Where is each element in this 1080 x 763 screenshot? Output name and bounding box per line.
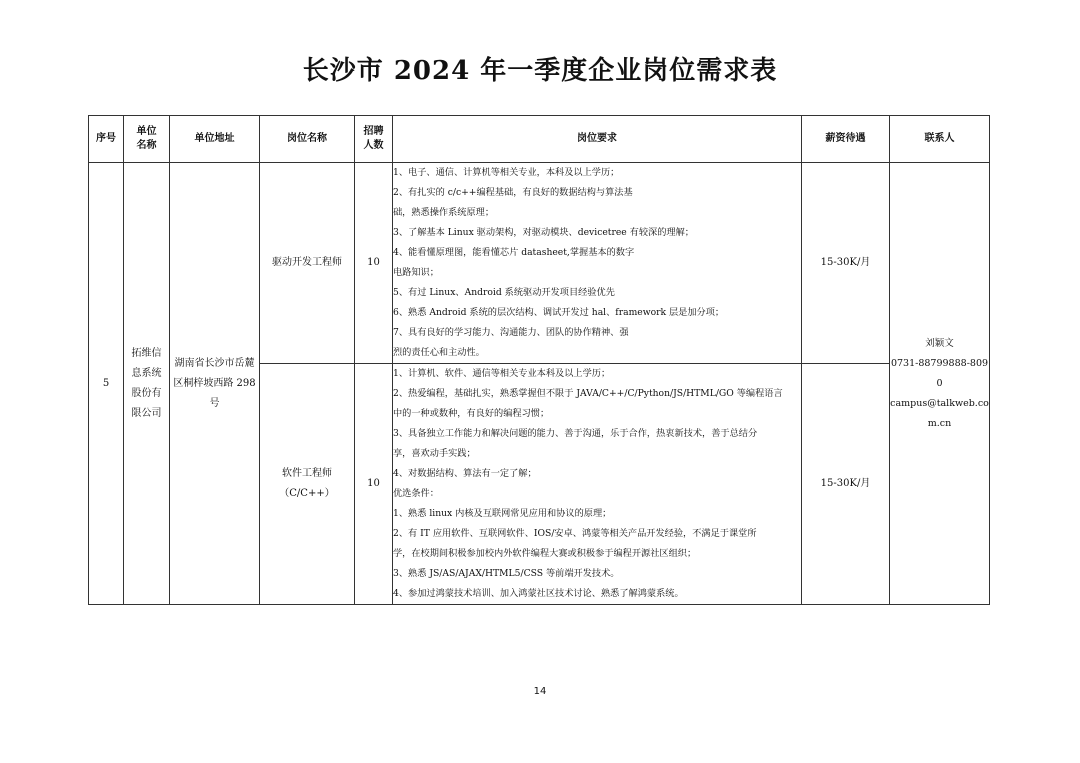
requirement-line: 烈的责任心和主动性。 [393,347,485,358]
requirement-line: 享，喜欢动手实践； [393,448,476,459]
requirement-line: 3、熟悉 JS/AS/AJAX/HTML5/CSS 等前端开发技术。 [393,568,620,579]
requirement-line: 2、有 IT 应用软件、互联网软件、IOS/安卓、鸿蒙等相关产品开发经验，不满足于课堂所 [393,528,757,539]
header-requirements: 岗位要求 [393,116,802,163]
requirement-line: 7、具有良好的学习能力、沟通能力、团队的协作精神、强 [393,327,629,338]
requirement-line: 1、计算机、软件、通信等相关专业本科及以上学历； [393,368,611,379]
cell-seq: 5 [89,163,124,605]
cell-position-name: 驱动开发工程师 [260,163,355,364]
header-contact: 联系人 [890,116,990,163]
job-demand-table [88,115,990,605]
header-seq: 序号 [89,116,124,163]
requirement-line: 中的一种或数种，有良好的编程习惯； [393,408,550,419]
requirement-line: 6、熟悉 Android 系统的层次结构、调试开发过 hal、framework 层是加分项； [393,307,725,318]
cell-salary: 15-30K/月 [802,364,890,605]
header-count: 招聘 人数 [355,116,393,163]
header-salary: 薪资待遇 [802,116,890,163]
requirement-line: 4、对数据结构、算法有一定了解； [393,468,537,479]
requirement-line: 4、能看懂原理图，能看懂芯片 datasheet,掌握基本的数字 [393,247,635,258]
cell-count: 10 [355,163,393,364]
requirement-line: 4、参加过鸿蒙技术培训、加入鸿蒙社区技术讨论、熟悉了解鸿蒙系统。 [393,588,684,599]
requirement-line: 5、有过 Linux、Android 系统驱动开发项目经验优先 [393,287,615,298]
requirement-line: 2、热爱编程，基础扎实，熟悉掌握但不限于 JAVA/C++/C/Python/JS/HTML/GO 等编程语言 [393,388,783,399]
cell-requirements [393,163,802,364]
requirement-line: 学，在校期间积极参加校内外软件编程大赛或积极参于编程开源社区组织； [393,548,697,559]
cell-address: 湖南省长沙市岳麓 区桐梓坡西路 298 号 [170,163,260,605]
cell-company: 拓维信 息系统 股份有 限公司 [124,163,170,605]
table-header-row [89,116,990,163]
cell-requirements [393,364,802,605]
requirement-line: 础，熟悉操作系统原理； [393,207,495,218]
cell-contact: 刘颖文 0731-88799888-809 0 campus@talkweb.co m.cn [890,163,990,605]
requirement-line: 优选条件： [393,488,439,499]
requirement-line: 2、有扎实的 c/c++编程基础，有良好的数据结构与算法基 [393,187,633,198]
page-number: 14 [533,686,547,697]
cell-count: 10 [355,364,393,605]
header-position: 岗位名称 [260,116,355,163]
header-address: 单位地址 [170,116,260,163]
requirement-line: 电路知识； [393,267,439,278]
table-row [89,163,990,364]
requirement-line: 3、具备独立工作能力和解决问题的能力、善于沟通，乐于合作，热衷新技术，善于总结分 [393,428,758,439]
requirement-line: 1、熟悉 linux 内核及互联网常见应用和协议的原理； [393,508,612,519]
cell-position-name: 软件工程师 （C/C++） [260,364,355,605]
header-company: 单位 名称 [124,116,170,163]
cell-salary: 15-30K/月 [802,163,890,364]
requirement-line: 1、电子、通信、计算机等相关专业，本科及以上学历； [393,167,620,178]
requirement-line: 3、了解基本 Linux 驱动架构，对驱动模块、devicetree 有较深的理解； [393,227,694,238]
document-title: 长沙市 2024 年一季度企业岗位需求表 [302,56,778,86]
